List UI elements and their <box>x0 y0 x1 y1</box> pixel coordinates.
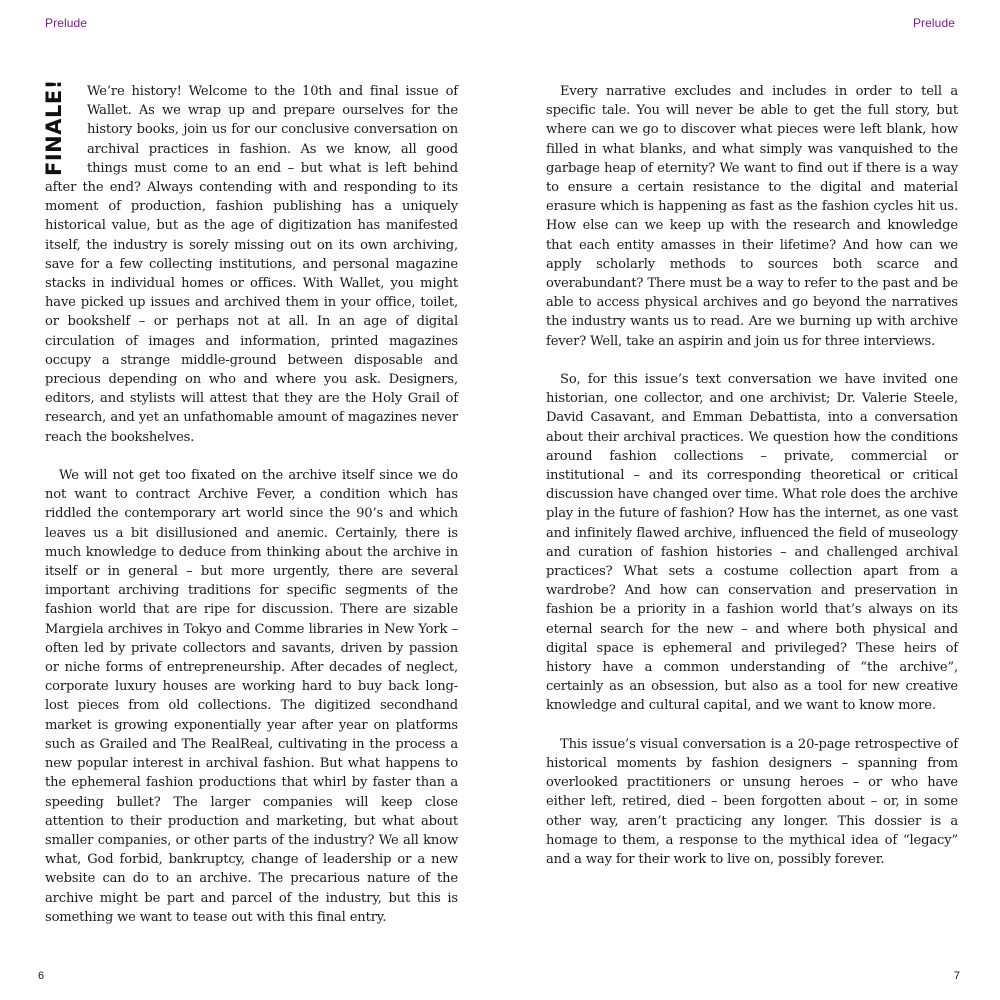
left-page-column <box>45 82 458 946</box>
right-page-column <box>546 82 958 888</box>
right-paragraph-3: This issue’s visual conversation is a 20-page retrospective of historical moments by fashion designers – spanning from overlooked practitioners or unsung heroes – or who have either left, retired, died – been forgotten about – or, in some other way, aren’t practicing any longer. This dossier is a homage to them, a response to the mythical idea of “legacy” and a way for their work to live on, possibly forever. <box>546 736 958 868</box>
page-number-right: 7 <box>953 970 960 982</box>
left-paragraph-1: We’re history! Welcome to the 10th and final issue of Wallet. As we wrap up and prepare ourselves for the history books, join us for our conclusive conversation on archival practices in fashion. As we know, all good things must come to an end – but what is left behind after the end? Always contending with and responding to its moment of production, fashion publishing has a uniquely historical value, but as the age of digitization has manifested itself, the industry is sorely missing out on its own archiving, save for a few collecting institutions, and personal magazine stacks in individual homes or offices. With Wallet, you might have picked up issues and archived them in your office, toilet, or bookshelf – or perhaps not at all. In an age of digital circulation of images and information, printed magazines occupy a strange middle-ground between disposable and precious depending on who and where you ask. Designers, editors, and stylists will attest that they are the Holy Grail of research, and yet an unfathomable amount of magazines never reach the bookshelves. <box>45 84 458 445</box>
right-paragraph-1: Every narrative excludes and includes in order to tell a specific tale. You will never be able to get the full story, but where can we go to discover what pieces were left blank, how filled in what blanks, and what simply was vanquished to the garbage heap of eternity? We want to find out if there is a way to ensure a certain resistance to the digital and material erasure which is happening as fast as the fashion cycles hit us. How else can we keep up with the research and knowledge that each entity amasses in their lifetime? And how can we apply scholarly methods to sources both scarce and overabundant? There must be a way to refer to the past and be able to access physical archives and go beyond the narratives the industry wants us to read. Are we burning up with archive fever? Well, take an aspirin and join us for three interviews. <box>546 84 958 349</box>
section-header-right: Prelude <box>912 16 955 30</box>
page-number-left: 6 <box>38 970 45 982</box>
section-header-left: Prelude <box>45 16 88 30</box>
left-paragraph-2: We will not get too fixated on the archive itself since we do not want to contract Archive Fever, a condition which has riddled the contemporary art world since the 90’s and which leaves us a bit disillusioned and anemic. Certainly, there is much knowledge to deduce from thinking about the archive in itself or in general – but more urgently, there are several important archiving traditions for specific segments of the fashion world that are ripe for discussion. There are sizable Margiela archives in Tokyo and Comme libraries in New York – often led by private collectors and savants, driven by passion or niche forms of entrepreneurship. After decades of neglect, corporate luxury houses are working hard to buy back long-lost pieces from old collections. The digitized secondhand market is growing exponentially year after year on platforms such as Grailed and The RealReal, cultivating in the process a new popular interest in archival fashion. But what happens to the ephemeral fashion productions that whirl by faster than a speeding bullet? The larger companies will keep close attention to their production and marketing, but what about smaller companies, or other parts of the industry? We all know what, God forbid, bankruptcy, change of leadership or a new website can do to an archive. The precarious nature of the archive might be part and parcel of the industry, but this is something we want to tease out with this final entry. <box>45 468 458 925</box>
heading-spacer <box>45 82 87 178</box>
side-heading: FINALE! <box>42 79 66 176</box>
right-paragraph-2: So, for this issue’s text conversation we have invited one historian, one collector, and one archivist; Dr. Valerie Steele, David Casavant, and Emman Debattista, into a conversation about their archival practices. We question how the conditions around fashion collections – private, commercial or institutional – and its corresponding theoretical or critical discussion have changed over time. What role does the archive play in the future of fashion? How has the internet, as one vast and infinitely flawed archive, influenced the field of museology and curation of fashion histories – and challenged archival practices? What sets a costume collection apart from a wardrobe? And how can conservation and preservation in fashion be a priority in a fashion world that’s always on its eternal search for the new – and where both physical and digital space is ephemeral and privileged? These heirs of history have a common understanding of “the archive”, certainly as an obsession, but also as a tool for new creative knowledge and cultural capital, and we want to know more. <box>546 372 958 714</box>
